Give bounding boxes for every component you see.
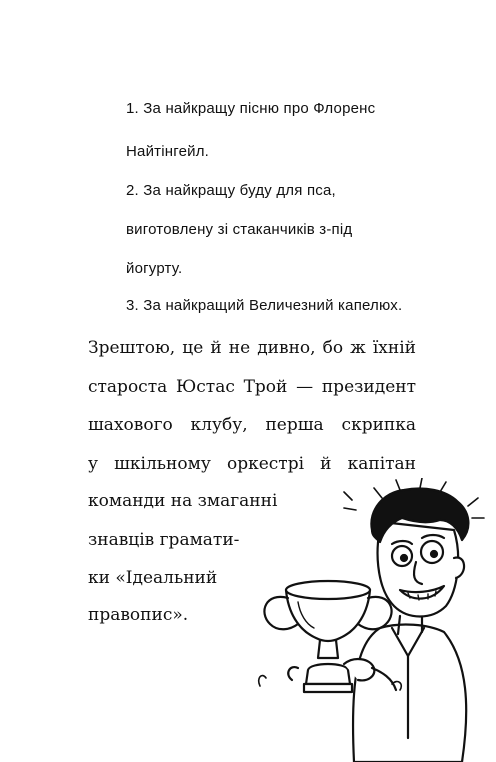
face: [378, 522, 459, 617]
list-item: 1. За найкращу пісню про Флоренс: [126, 100, 376, 117]
list-item: 2. За найкращу буду для пса,: [126, 182, 336, 199]
list-item: йогурту.: [126, 260, 183, 277]
boy-with-trophy-illustration: [232, 478, 496, 762]
paragraph-line: ки «Ідеальний: [88, 568, 218, 588]
paragraph-line: команди на змаганні: [88, 491, 278, 511]
list-item: виготовлену зі стаканчиків з-під: [126, 221, 353, 238]
paragraph-line: знавців грамати-: [88, 530, 240, 550]
paragraph-line: шахового клубу, перша скрипка: [88, 415, 416, 435]
list-item: 3. За найкращий Величезний капелюх.: [126, 297, 403, 314]
paragraph-line: староста Юстас Трой — президент: [88, 377, 416, 397]
paragraph-line: Зрештою, це й не дивно, бо ж їхній: [88, 338, 416, 358]
list-item: Найтінгейл.: [126, 143, 210, 160]
paragraph-line: у шкільному оркестрі й капітан: [88, 454, 416, 474]
paragraph-line: правопис».: [88, 605, 189, 625]
shirt: [353, 625, 466, 762]
